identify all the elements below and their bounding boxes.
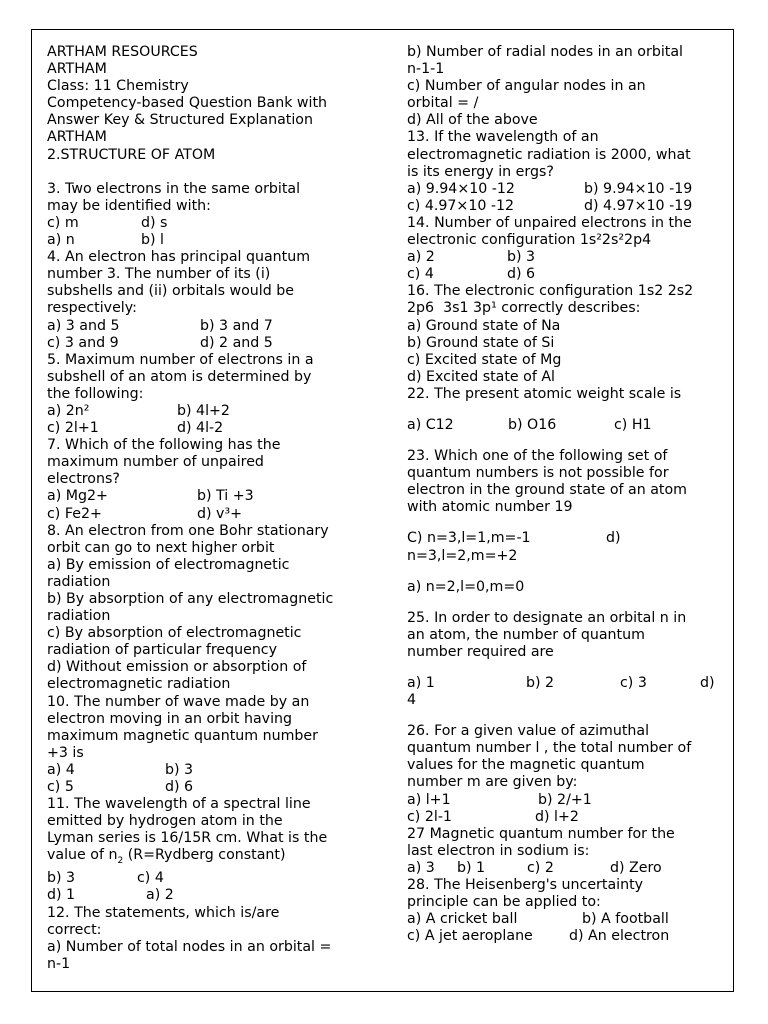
question-10	[47, 694, 387, 797]
option: c) m	[47, 214, 79, 231]
question-text: an atom, the number of quantum	[407, 626, 645, 643]
question-text: maximum magnetic quantum number	[47, 727, 318, 744]
option: a) 2n²	[47, 402, 90, 419]
question-text: 8. An electron from one Bohr stationary	[47, 522, 329, 539]
option: b) 2	[526, 675, 555, 691]
header-line: ARTHAM RESOURCES	[47, 44, 198, 60]
option: c) 3	[620, 675, 647, 691]
question-22	[407, 386, 727, 434]
question-text: number required are	[407, 643, 554, 660]
question-text: 11. The wavelength of a spectral line	[47, 796, 311, 813]
option: orbital = /	[407, 95, 479, 112]
option: b) O16	[508, 416, 557, 433]
question-text: may be identified with:	[47, 197, 211, 214]
question-text: 26. For a given value of azimuthal	[407, 723, 650, 740]
header	[47, 44, 387, 164]
question-text: 7. Which of the following has the	[47, 437, 281, 454]
option: C) n=3,l=1,m=-1	[407, 530, 531, 547]
question-text: 23. Which one of the following set of	[407, 448, 668, 465]
question-text: +3 is	[47, 744, 84, 761]
question-text: maximum number of unpaired	[47, 454, 264, 471]
question-text: correct:	[47, 921, 102, 938]
option: b) Number of radial nodes in an orbital	[407, 44, 683, 60]
option: b) 3	[47, 870, 76, 887]
question-text: emitted by hydrogen atom in the	[47, 813, 283, 830]
question-4	[47, 249, 387, 352]
question-3	[47, 181, 387, 249]
question-5	[47, 352, 387, 437]
option: d) All of the above	[407, 112, 538, 129]
option: d) 4.97×10 -19	[584, 197, 693, 214]
option: b) Ground state of Si	[407, 334, 555, 351]
question-text: 2p6 3s1 3p¹ correctly describes:	[407, 300, 641, 317]
question-text: number m are given by:	[407, 774, 578, 791]
question-text: 27 Magnetic quantum number for the	[407, 825, 675, 842]
question-text: 5. Maximum number of electrons in a	[47, 351, 314, 368]
header-line: ARTHAM	[47, 129, 107, 146]
question-text: electron moving in an orbit having	[47, 710, 293, 727]
question-text: last electron in sodium is:	[407, 842, 590, 859]
option: b) 9.94×10 -19	[584, 180, 693, 197]
question-text: values for the magnetic quantum	[407, 757, 645, 774]
question-text: subshell of an atom is determined by	[47, 368, 312, 385]
option: d) l+2	[535, 808, 579, 825]
question-13	[407, 129, 727, 214]
question-23	[407, 448, 727, 596]
left-column	[47, 44, 387, 973]
question-text: 12. The statements, which is/are	[47, 904, 280, 921]
question-text: quantum numbers is not possible for	[407, 465, 669, 482]
option: b) Ti +3	[197, 488, 254, 505]
option: c) 3 and 9	[47, 334, 119, 351]
option: c) 4	[137, 870, 164, 887]
option: c) 2	[527, 859, 554, 876]
option: n-1	[47, 955, 71, 972]
option: d) 1	[47, 887, 76, 904]
option: 4	[407, 692, 417, 709]
option: a) n	[47, 232, 75, 249]
question-text: respectively:	[47, 300, 137, 317]
question-text: Lyman series is 16/15R cm. What is the	[47, 830, 328, 847]
question-25	[407, 610, 727, 709]
option: electromagnetic radiation	[47, 676, 231, 693]
question-text: value of $n_2$ (R=Rydberg constant)	[47, 847, 286, 867]
option: d) Without emission or absorption of	[47, 659, 307, 676]
question-12	[47, 905, 387, 973]
option: d)	[606, 530, 621, 547]
option: c) Number of angular nodes in an	[407, 78, 646, 95]
option: c) 4.97×10 -12	[407, 197, 515, 214]
option: a) 4	[47, 761, 75, 778]
question-text: orbit can go to next higher orbit	[47, 539, 275, 556]
option: a) C12	[407, 416, 454, 433]
question-11	[47, 796, 387, 904]
question-text: number 3. The number of its (i)	[47, 266, 271, 283]
question-14	[407, 215, 727, 283]
question-text: the following:	[47, 385, 144, 402]
option: d) 6	[507, 266, 536, 283]
option: d) An electron	[569, 928, 670, 945]
option: b) 3	[507, 249, 536, 266]
option: d) 6	[165, 779, 194, 796]
header-line: Competency-based Question Bank with	[47, 95, 328, 112]
question-7	[47, 437, 387, 522]
question-text: is its energy in ergs?	[407, 163, 554, 180]
option: b) 1	[457, 859, 486, 876]
chapter-title: 2.STRUCTURE OF ATOM	[47, 146, 216, 163]
question-16	[407, 283, 727, 386]
option: d) v³+	[197, 505, 243, 522]
question-text: electron in the ground state of an atom	[407, 482, 687, 499]
page-frame	[31, 29, 734, 992]
option: c) 4	[407, 266, 434, 283]
option: d) s	[141, 214, 168, 231]
question-27	[407, 826, 727, 877]
question-text: electronic configuration 1s²2s²2p4	[407, 232, 652, 249]
option: b) A football	[582, 911, 669, 928]
question-text: 13. If the wavelength of an	[407, 129, 599, 146]
option: radiation of particular frequency	[47, 642, 278, 659]
option: radiation	[47, 608, 111, 625]
question-8	[47, 523, 387, 694]
option: a) Ground state of Na	[407, 317, 561, 334]
question-28	[407, 877, 727, 945]
option: c) 2l-1	[407, 808, 452, 825]
option: radiation	[47, 573, 111, 590]
option: b) By absorption of any electromagnetic	[47, 591, 334, 607]
question-text: 14. Number of unpaired electrons in the	[407, 214, 692, 231]
question-text: 16. The electronic configuration 1s2 2s2	[407, 283, 694, 300]
option: c) Fe2+	[47, 505, 102, 522]
question-text: 22. The present atomic weight scale is	[407, 385, 682, 402]
option: a) 3	[407, 859, 435, 876]
question-text: subshells and (ii) orbitals would be	[47, 283, 294, 300]
question-text: 4. An electron has principal quantum	[47, 249, 311, 266]
option: a) 2	[407, 249, 435, 266]
question-12-continued	[407, 44, 727, 129]
question-text: 3. Two electrons in the same orbital	[47, 180, 301, 197]
question-text: 25. In order to designate an orbital n in	[407, 609, 687, 626]
option: n-1-1	[407, 61, 445, 78]
question-text: 28. The Heisenberg's uncertainty	[407, 877, 644, 894]
header-line: ARTHAM	[47, 61, 107, 78]
option: a) Mg2+	[47, 488, 108, 505]
question-text: electrons?	[47, 471, 120, 488]
option: b) 3 and 7	[200, 317, 273, 334]
option: d)	[700, 675, 715, 691]
option: a) 1	[407, 675, 435, 691]
option: a) Number of total nodes in an orbital =	[47, 938, 332, 955]
question-text: 10. The number of wave made by an	[47, 693, 310, 710]
option: c) Excited state of Mg	[407, 351, 562, 368]
option: c) H1	[614, 416, 652, 433]
question-text: electromagnetic radiation is 2000, what	[407, 146, 691, 163]
option: c) 2l+1	[47, 420, 99, 437]
option: n=3,l=2,m=+2	[407, 547, 518, 564]
option: a) 3 and 5	[47, 317, 120, 334]
question-text: with atomic number 19	[407, 499, 573, 516]
question-text: principle can be applied to:	[407, 894, 601, 911]
option: b) 3	[165, 761, 194, 778]
option: b) l	[141, 232, 164, 249]
option: d) 4l-2	[177, 420, 224, 437]
option: c) By absorption of electromagnetic	[47, 625, 302, 642]
option: c) A jet aeroplane	[407, 928, 533, 945]
option: a) A cricket ball	[407, 911, 518, 928]
option: d) Zero	[610, 859, 662, 876]
header-line: Class: 11 Chemistry	[47, 78, 189, 95]
option: b) 2/+1	[538, 791, 592, 808]
option: a) 2	[146, 887, 174, 904]
option: a) 9.94×10 -12	[407, 180, 515, 197]
option: c) 5	[47, 779, 74, 796]
option: b) 4l+2	[177, 402, 230, 419]
question-26	[407, 723, 727, 826]
header-line: Answer Key & Structured Explanation	[47, 112, 313, 129]
option: a) By emission of electromagnetic	[47, 556, 290, 573]
option: d) 2 and 5	[200, 334, 273, 351]
option: a) l+1	[407, 791, 451, 808]
right-column	[407, 44, 727, 945]
option: a) n=2,l=0,m=0	[407, 578, 525, 595]
option: d) Excited state of Al	[407, 368, 555, 385]
question-text: quantum number l , the total number of	[407, 740, 692, 757]
